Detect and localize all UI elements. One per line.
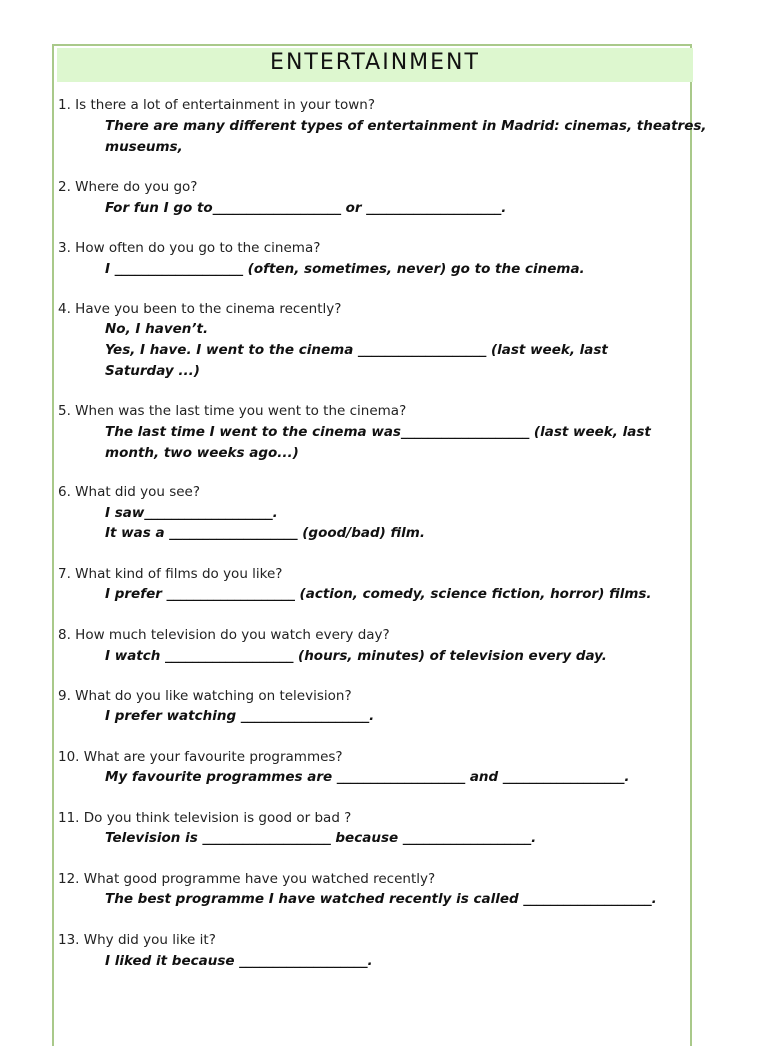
question-9: 9. What do you like watching on television? bbox=[58, 688, 352, 704]
question-5: 5. When was the last time you went to the cinema? bbox=[58, 403, 407, 419]
answer-6-line-2: It was a ___________________ (good/bad) film. bbox=[105, 525, 425, 541]
question-13: 13. Why did you like it? bbox=[58, 932, 216, 948]
answer-3-line-1: I ___________________ (often, sometimes, never) go to the cinema. bbox=[105, 261, 585, 277]
question-7: 7. What kind of films do you like? bbox=[58, 566, 283, 582]
answer-4-line-3: Saturday ...) bbox=[105, 363, 200, 379]
answer-9-line-1: I prefer watching ___________________. bbox=[105, 708, 375, 724]
answer-6-line-1: I saw___________________. bbox=[105, 505, 278, 521]
answer-1-line-1: There are many different types of entertainment in Madrid: cinemas, theatres, bbox=[105, 118, 707, 134]
answer-4-line-1: No, I haven’t. bbox=[105, 321, 209, 337]
question-2: 2. Where do you go? bbox=[58, 179, 198, 195]
answer-10-line-1: My favourite programmes are ___________________ and __________________. bbox=[105, 769, 630, 785]
question-8: 8. How much television do you watch every day? bbox=[58, 627, 390, 643]
answer-8-line-1: I watch ___________________ (hours, minutes) of television every day. bbox=[105, 648, 607, 664]
answer-2-line-1: For fun I go to___________________ or ____________________. bbox=[105, 200, 507, 216]
question-3: 3. How often do you go to the cinema? bbox=[58, 240, 321, 256]
question-4: 4. Have you been to the cinema recently? bbox=[58, 301, 342, 317]
answer-1-line-2: museums, bbox=[105, 139, 183, 155]
answer-11-line-1: Television is ___________________ because ___________________. bbox=[105, 830, 537, 846]
question-1: 1. Is there a lot of entertainment in your town? bbox=[58, 97, 375, 113]
answer-4-line-2: Yes, I have. I went to the cinema ___________________ (last week, last bbox=[105, 342, 608, 358]
question-10: 10. What are your favourite programmes? bbox=[58, 749, 343, 765]
answer-13-line-1: I liked it because ___________________. bbox=[105, 953, 373, 969]
question-12: 12. What good programme have you watched recently? bbox=[58, 871, 436, 887]
answer-12-line-1: The best programme I have watched recently is called ___________________. bbox=[105, 891, 657, 907]
answer-5-line-1: The last time I went to the cinema was___________________ (last week, last bbox=[105, 424, 651, 440]
question-11: 11. Do you think television is good or bad ? bbox=[58, 810, 352, 826]
question-6: 6. What did you see? bbox=[58, 484, 201, 500]
page-title: ENTERTAINMENT bbox=[270, 50, 480, 75]
answer-5-line-2: month, two weeks ago...) bbox=[105, 445, 299, 461]
answer-7-line-1: I prefer ___________________ (action, comedy, science fiction, horror) films. bbox=[105, 586, 652, 602]
